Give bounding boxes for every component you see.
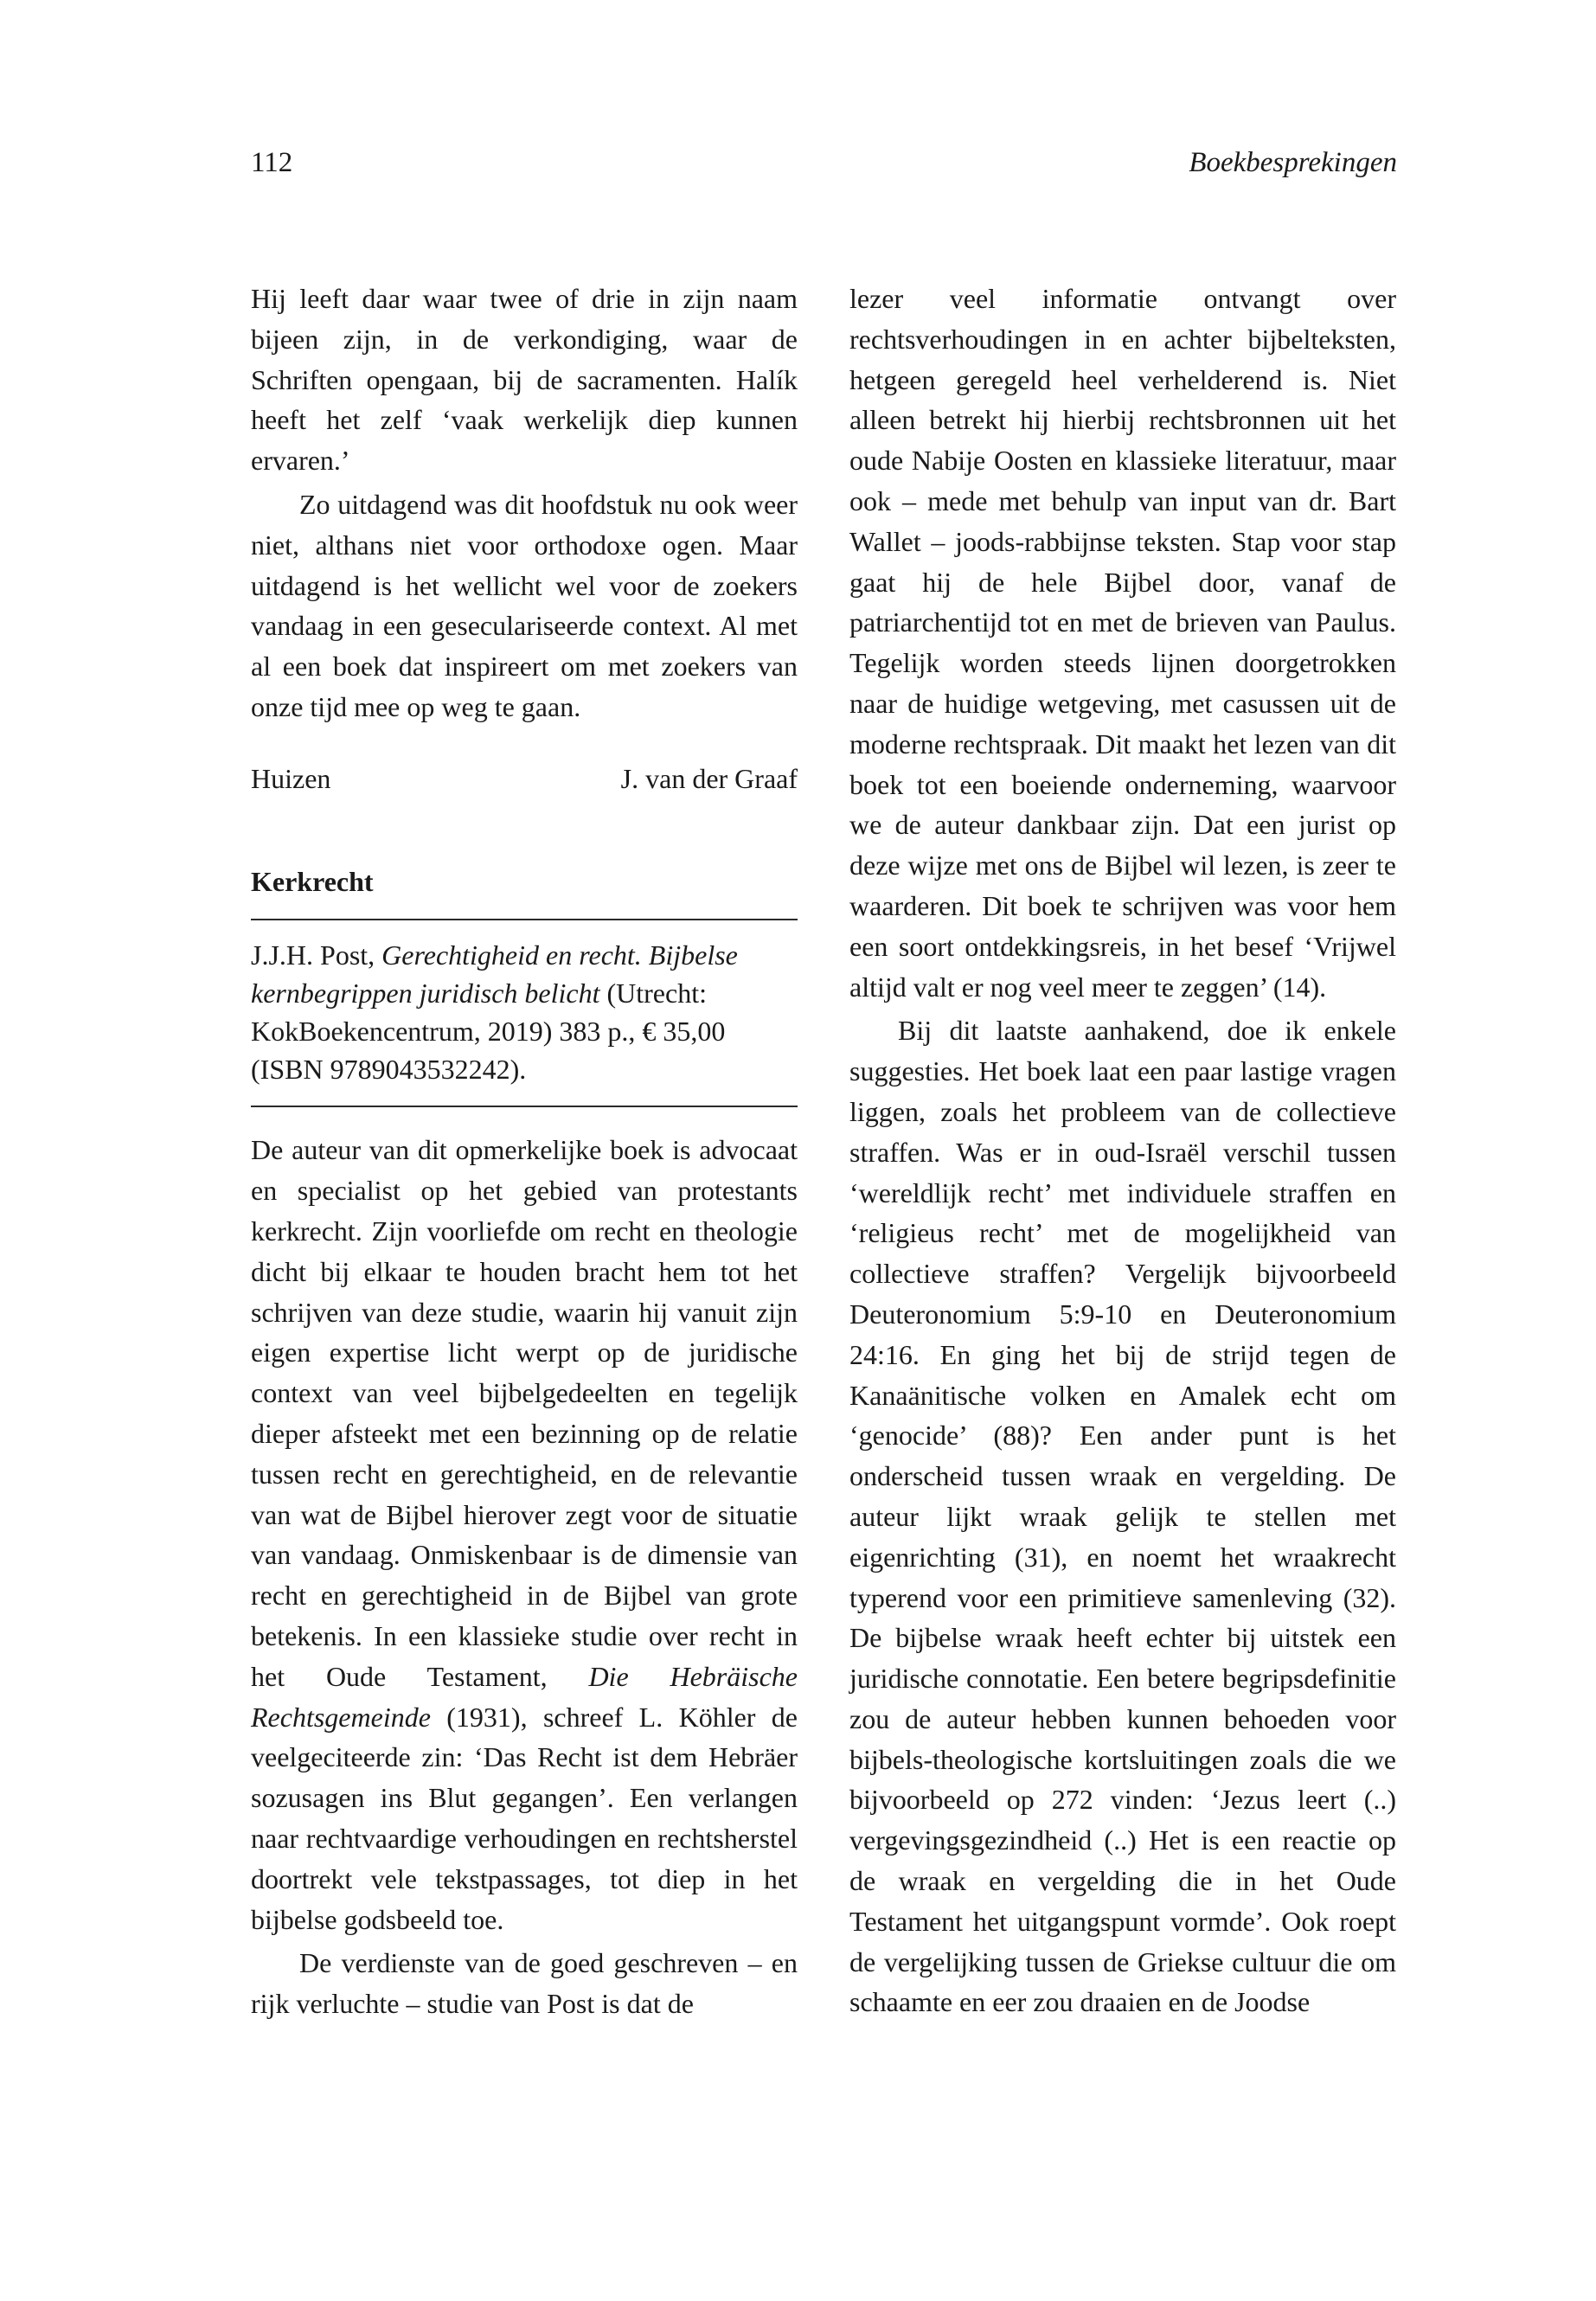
cited-title: Die Hebräische Rechtsgemeinde: [251, 1660, 798, 1733]
paragraph-text: (1931), schreef L. Köhler de veelgeciteerde zin: ‘Das Recht ist dem Hebräer sozusagen ins Blut gegangen’. Een verlangen naar rechtvaardige verhoudingen en rechtsherstel doortrekt vele tekstpassages, tot diep in het bijbelse godsbeeld toe.: [251, 1701, 798, 1935]
review-paragraph: Hij leeft daar waar twee of drie in zijn naam bijeen zijn, in de verkondiging, waar de Schriften opengaan, bij de sacramenten. Halík heeft het zelf ‘vaak werkelijk diep kunnen ervaren.’: [251, 283, 798, 477]
review-signature: [251, 759, 798, 799]
section-heading: Kerkrecht: [251, 865, 374, 897]
review-paragraph: [251, 1130, 798, 1939]
book-author: J.J.H. Post,: [251, 939, 382, 971]
review-paragraph: Bij dit laatste aanhakend, doe ik enkele suggesties. Het boek laat een paar lastige vragen liggen, zoals het probleem van de collectieve straffen. Was er in oud-Israël verschil tussen ‘wereldlijk recht’ met individuele straffen en ‘religieus recht’ met de mogelijkheid van collectieve straffen? Vergelijk bijvoorbeeld Deuteronomium 5:9-10 en Deuteronomium 24:16. En ging het bij de strijd tegen de Kanaänitische volken en Amalek echt om ‘genocide’ (88)? Een ander punt is het onderscheid tussen wraak en vergelding. De auteur lijkt wraak gelijk te stellen met eigenrichting (31), en noemt het wraakrecht typerend voor een primitieve samenleving (32). De bijbelse wraak heeft echter bij uitstek een juridische connotatie. Een betere begripsdefinitie zou de auteur hebben kunnen behoeden voor bijbels-theologische kortsluitingen zoals die we bijvoorbeeld op 272 vinden: ‘Jezus leert (..) vergevingsgezindheid (..) Het is een reactie op de wraak en vergelding die in het Oude Testament het uitgangspunt vormde’. Ook roept de vergelijking tussen de Griekse cultuur die om schaamte en eer zou draaien en de Joodse: [849, 1015, 1396, 2018]
book-publication: (Utrecht: KokBoekencentrum, 2019) 383 p., € 35,00 (ISBN 9789043532242).: [251, 977, 726, 1086]
right-column: [849, 279, 1396, 2022]
divider: [251, 1106, 798, 1107]
review-paragraph: Zo uitdagend was dit hoofdstuk nu ook weer niet, althans niet voor orthodoxe ogen. Maar uitdagend is het wellicht wel voor de zoekers vandaag in een geseculariseerde context. Al met al een boek dat inspireert om met zoekers van onze tijd mee op weg te gaan.: [251, 488, 798, 722]
left-column: [251, 279, 798, 2024]
review-paragraph: lezer veel informatie ontvangt over rechtsverhoudingen in en achter bijbelteksten, hetgeen geregeld heel verhelderend is. Niet alleen betrekt hij hierbij rechtsbronnen uit het oude Nabije Oosten en klassieke literatuur, maar ook – mede met behulp van input van dr. Bart Wallet – joods-rabbijnse teksten. Stap voor stap gaat hij de hele Bijbel door, vanaf de patriarchentijd tot en met de brieven van Paulus. Tegelijk worden steeds lijnen doorgetrokken naar de huidige wetgeving, met casussen uit de moderne rechtspraak. Dit maakt het lezen van dit boek tot een boeiende onderneming, waarvoor we de auteur dankbaar zijn. Dat een jurist op deze wijze met ons de Bijbel wil lezen, is zeer te waarderen. Dit boek te schrijven was voor hem een soort ontdekkingsreis, in het besef ‘Vrijwel altijd valt er nog veel meer te zeggen’ (14).: [849, 283, 1396, 1003]
book-reference: [251, 920, 798, 1106]
page-number: 112: [251, 147, 293, 178]
signature-name: J. van der Graaf: [620, 762, 798, 794]
running-title: Boekbesprekingen: [1189, 147, 1397, 178]
paragraph-text: De auteur van dit opmerkelijke boek is advocaat en specialist op het gebied van protestants kerkrecht. Zijn voorliefde om recht en theologie dicht bij elkaar te houden bracht hem tot het schrijven van deze studie, waarin hij vanuit zijn eigen expertise licht werpt op de juridische context van veel bijbelgedeelten en tegelijk dieper afsteekt met een bezinning op de relatie tussen recht en gerechtigheid, en de relevantie van wat de Bijbel hierover zegt voor de situatie van vandaag. Onmiskenbaar is de dimensie van recht en gerechtigheid in de Bijbel van grote betekenis. In een klassieke studie over recht in het Oude Testament,: [251, 1134, 798, 1692]
book-title: Gerechtigheid en recht. Bijbelse kernbegrippen juridisch belicht: [251, 939, 738, 1009]
review-paragraph: De verdienste van de goed geschreven – en rijk verluchte – studie van Post is dat de: [251, 1947, 798, 2020]
signature-place: Huizen: [251, 762, 331, 794]
